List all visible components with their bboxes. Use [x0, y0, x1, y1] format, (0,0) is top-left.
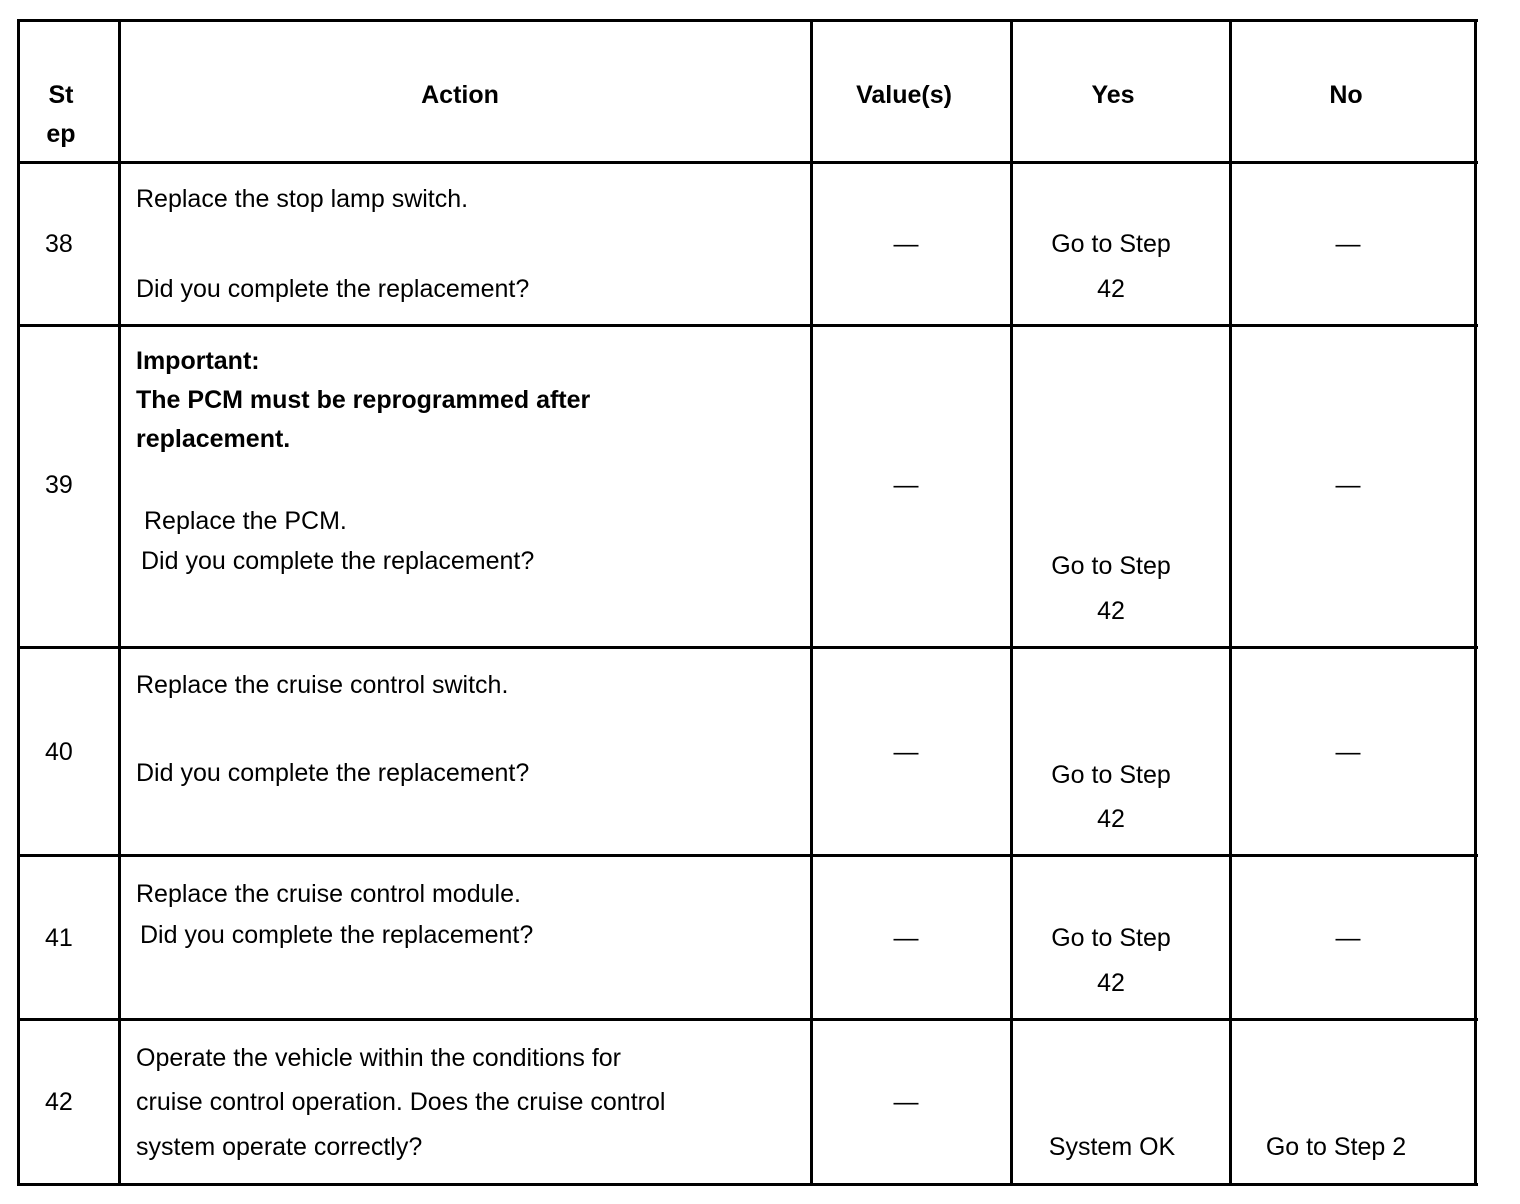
no-cell: Go to Step 2: [1265, 1133, 1407, 1161]
action-question: Did you complete the replacement?: [136, 759, 530, 787]
step-number: 39: [45, 471, 73, 499]
column-border: [1474, 19, 1477, 1186]
step-number: 40: [45, 738, 73, 766]
yes-cell-line2: 42: [1097, 805, 1125, 833]
important-label: Important:: [136, 347, 260, 375]
action-question: Did you complete the replacement?: [140, 921, 534, 949]
row-border: [17, 1018, 1478, 1021]
row-border: [17, 324, 1478, 327]
action-text-line2: cruise control operation. Does the cruise control: [136, 1088, 666, 1116]
action-text: Replace the cruise control switch.: [136, 671, 509, 699]
yes-cell-line1: Go to Step: [1051, 230, 1171, 258]
header-values: Value(s): [856, 81, 952, 109]
header-step-line2: ep: [46, 120, 76, 148]
header-no: No: [1329, 81, 1363, 109]
no-cell: —: [1335, 471, 1361, 499]
action-text: Replace the stop lamp switch.: [136, 185, 469, 213]
no-cell: —: [1335, 738, 1361, 766]
yes-cell: System OK: [1048, 1133, 1176, 1161]
step-number: 38: [45, 230, 73, 258]
yes-cell-line1: Go to Step: [1051, 552, 1171, 580]
header-step-line1: St: [48, 81, 74, 109]
important-text-line1: The PCM must be reprogrammed after: [136, 386, 591, 414]
value-cell: —: [893, 738, 919, 766]
yes-cell-line1: Go to Step: [1051, 761, 1171, 789]
action-text: Replace the cruise control module.: [136, 880, 521, 908]
value-cell: —: [893, 924, 919, 952]
action-text-line1: Operate the vehicle within the conditions for: [136, 1044, 621, 1072]
value-cell: —: [893, 1088, 919, 1116]
yes-cell-line2: 42: [1097, 597, 1125, 625]
value-cell: —: [893, 471, 919, 499]
important-text-line2: replacement.: [136, 425, 291, 453]
value-cell: —: [893, 230, 919, 258]
row-border: [17, 19, 1478, 22]
action-question: system operate correctly?: [136, 1133, 423, 1161]
no-cell: —: [1335, 230, 1361, 258]
header-yes: Yes: [1091, 81, 1135, 109]
row-border: [17, 854, 1478, 857]
column-border: [118, 19, 121, 1186]
column-border: [1010, 19, 1013, 1186]
row-border: [17, 1183, 1478, 1186]
step-number: 42: [45, 1088, 73, 1116]
row-border: [17, 161, 1478, 164]
column-border: [1229, 19, 1232, 1186]
column-border: [17, 19, 20, 1186]
column-border: [810, 19, 813, 1186]
action-question: Did you complete the replacement?: [141, 547, 535, 575]
action-question: Did you complete the replacement?: [136, 275, 530, 303]
yes-cell-line2: 42: [1097, 275, 1125, 303]
row-border: [17, 646, 1478, 649]
yes-cell-line2: 42: [1097, 969, 1125, 997]
header-action: Action: [421, 81, 499, 109]
yes-cell-line1: Go to Step: [1051, 924, 1171, 952]
action-text: Replace the PCM.: [144, 507, 347, 535]
step-number: 41: [45, 924, 73, 952]
no-cell: —: [1335, 924, 1361, 952]
